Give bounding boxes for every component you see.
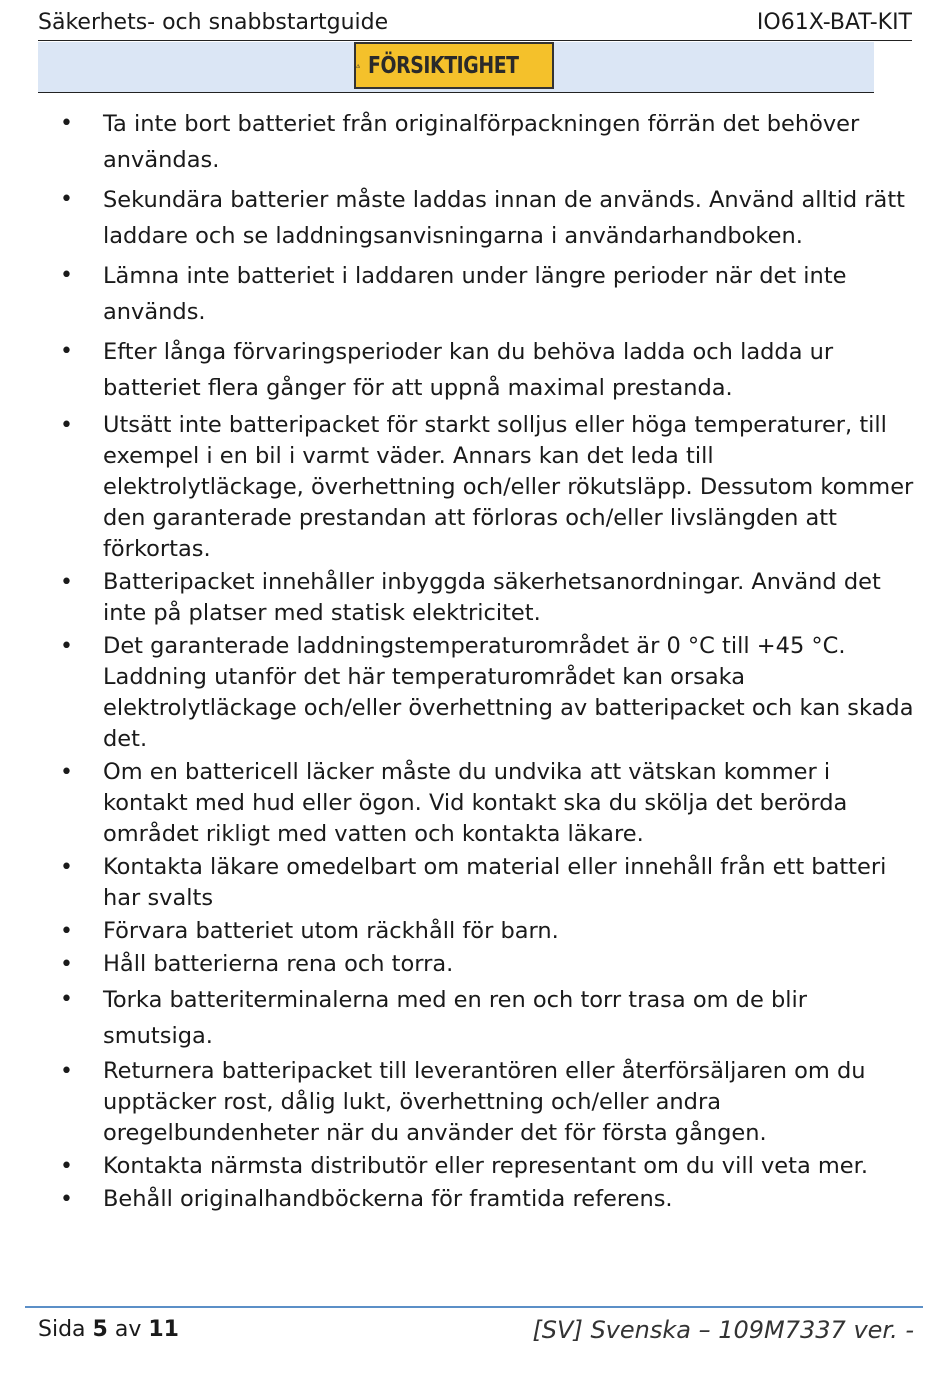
page-number: Sida 5 av 11 [38,1317,179,1342]
list-item: • Kontakta närmsta distributör eller representant om du vill veta mer. [0,1151,950,1182]
list-item: • Utsätt inte batteripacket för starkt solljus eller höga temperaturer, till exempel i en bil i varmt väder. Annars kan det leda till elektrolytläckage, överhettning och/eller rökutsläpp. Dessutom kommer den garanterade prestandan att förloras och/eller livslängden att förkortas. [60,412,914,562]
bullet: • [60,634,73,659]
warning-triangle-icon [356,49,360,83]
bullet: • [60,952,73,977]
list-item: • Behåll originalhandböckerna för framtida referens. [0,1184,950,1215]
list-item: • Håll batterierna rena och torra. [0,949,950,980]
model-number: IO61X-BAT-KIT [756,10,912,35]
list-item: • Om en battericell läcker måste du undvika att vätskan kommer i kontakt med hud eller ögon. Vid kontakt ska du skölja det berörda området rikligt med vatten och kontakta läkare. [60,759,848,847]
bullet: • [60,760,73,785]
bullet: • [60,111,73,136]
page-header [38,6,912,41]
bullet: • [60,855,73,880]
bullet: • [60,1059,73,1084]
bullet: • [60,919,73,944]
bullet: • [60,413,73,438]
list-item: • Batteripacket innehåller inbyggda säkerhetsanordningar. Använd det inte på platser med statisk elektricitet. [60,569,881,626]
list-item: • Kontakta läkare omedelbart om material eller innehåll från ett batteri har svalts [60,854,887,911]
list-item: • Returnera batteripacket till leverantören eller återförsäljaren om du upptäcker rost, dålig lukt, överhettning och/eller andra oregelbundenheter när du använder det för första gången. [60,1058,866,1146]
list-item: • Efter långa förvaringsperioder kan du behöva ladda och ladda ur batteriet flera gånger för att uppnå maximal prestanda. [0,334,950,406]
caution-label: FÖRSIKTIGHET [368,52,519,79]
bullet: • [60,987,73,1012]
bullet: • [60,263,73,288]
guide-title: Säkerhets- och snabbstartguide [38,10,389,35]
document-reference: [SV] Svenska – 109M7337 ver. - [532,1316,914,1344]
list-item: • Lämna inte batteriet i laddaren under längre perioder när det inte används. [0,258,950,330]
bullet: • [60,187,73,212]
list-item: • Förvara batteriet utom räckhåll för barn. [0,916,950,947]
bullet: • [60,1187,73,1212]
caution-badge [354,42,554,89]
bullet: • [60,1154,73,1179]
bullet: • [60,339,73,364]
bullet: • [60,570,73,595]
list-item: • Torka batteriterminalerna med en ren och torr trasa om de blir smutsiga. [0,982,950,1054]
footer-rule [25,1306,923,1308]
list-item: • Ta inte bort batteriet från originalförpackningen förrän det behöver användas. [0,106,950,178]
list-item: • Sekundära batterier måste laddas innan de används. Använd alltid rätt laddare och se laddningsanvisningarna i användarhandboken. [0,182,950,254]
list-item: • Det garanterade laddningstemperaturområdet är 0 °C till +45 °C. Laddning utanför det här temperaturområdet kan orsaka elektrolytläckage och/eller överhettning av batteripacket och kan skada det. [60,633,914,752]
caution-banner [38,42,874,93]
safety-list [0,106,950,1217]
